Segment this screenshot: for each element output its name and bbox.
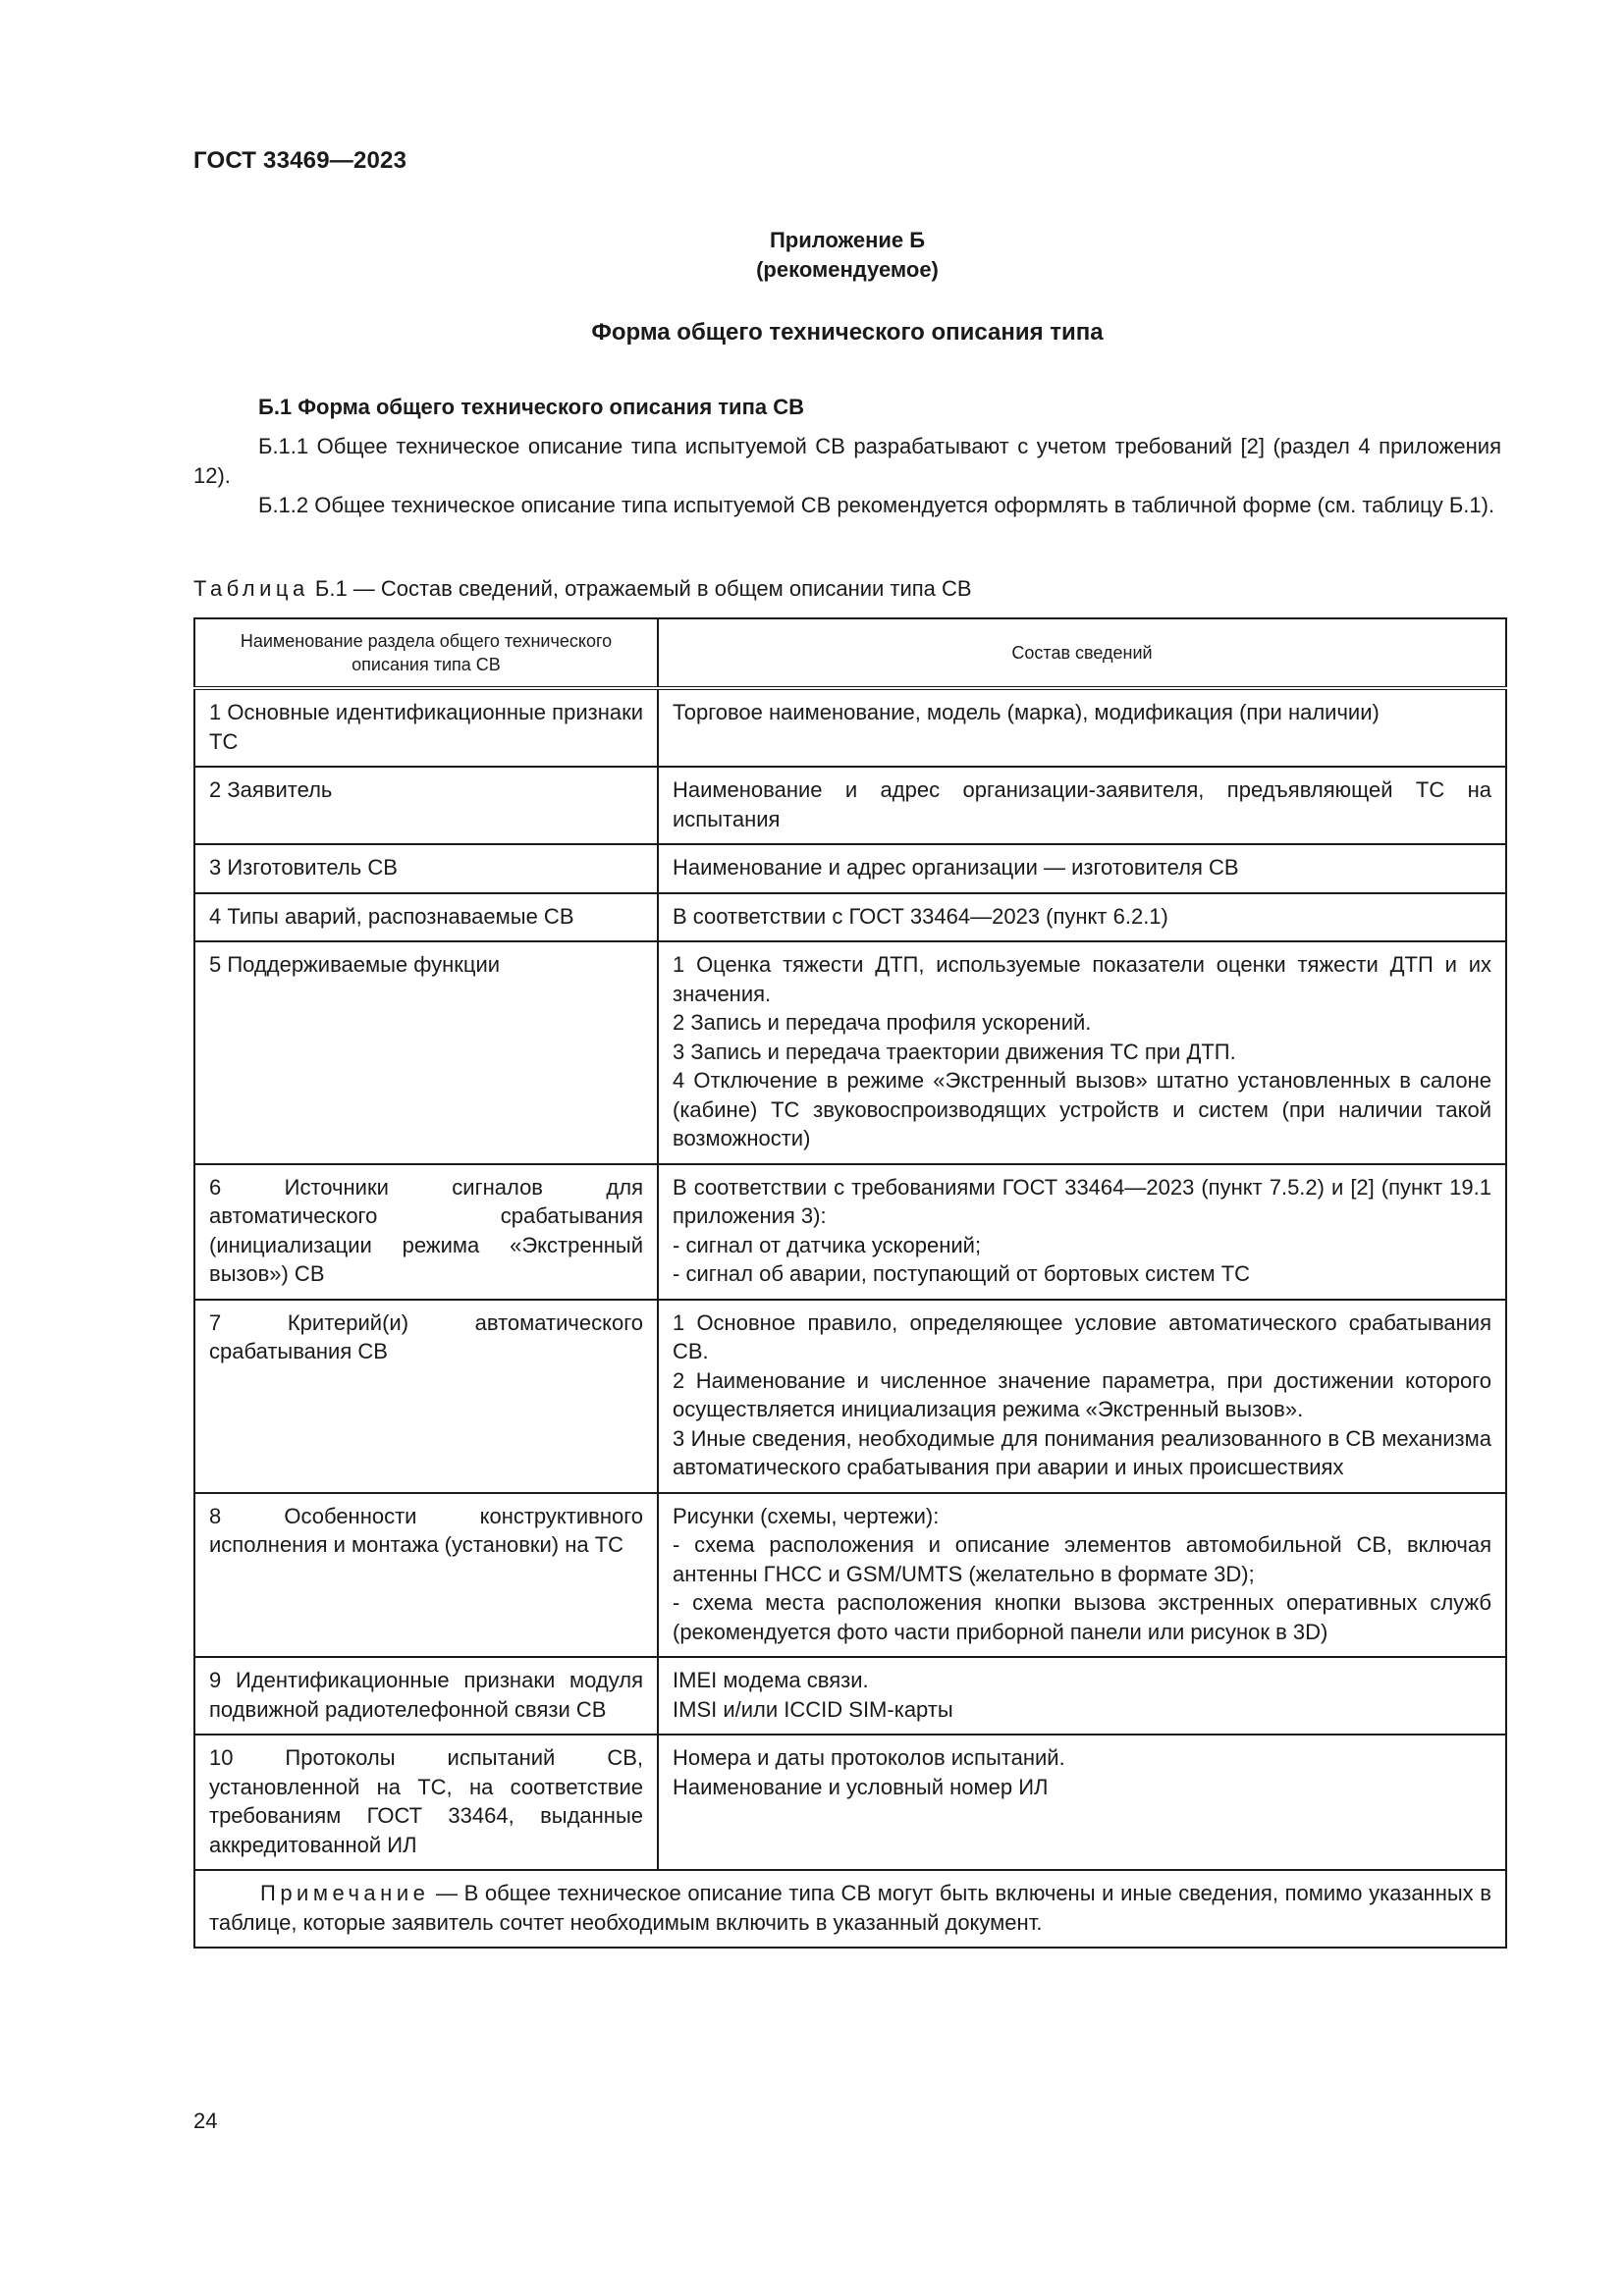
table-body: [194, 688, 1506, 1870]
row-section-name: 6 Источники сигналов для автоматического срабатывания (инициализации режима «Экстренный вызов») СВ: [194, 1164, 658, 1300]
table-row: [194, 1493, 1506, 1658]
row-info-line: Рисунки (схемы, чертежи):: [673, 1503, 940, 1528]
row-info: [658, 844, 1506, 893]
row-info-line: - сигнал от датчика ускорений;: [673, 1232, 982, 1257]
row-info-line: 1 Основное правило, определяющее условие автоматического срабатывания СВ.: [673, 1309, 1491, 1363]
standard-designation: ГОСТ 33469—2023: [193, 147, 407, 174]
row-info: [658, 767, 1506, 844]
row-info: [658, 941, 1506, 1164]
table-row: [194, 893, 1506, 942]
row-info-line: Торговое наименование, модель (марка), модификация (при наличии): [673, 700, 1380, 724]
row-info: [658, 893, 1506, 942]
row-info-line: Наименование и адрес организации — изготовителя СВ: [673, 855, 1239, 880]
row-info-line: Номера и даты протоколов испытаний.: [673, 1745, 1065, 1770]
row-info: [658, 1735, 1506, 1870]
table-row: [194, 688, 1506, 767]
table-row: [194, 844, 1506, 893]
row-section-name: 2 Заявитель: [194, 767, 658, 844]
row-info-line: В соответствии с ГОСТ 33464—2023 (пункт 6.2.1): [673, 903, 1168, 929]
header-section-name: Наименование раздела общего технического описания типа СВ: [194, 618, 658, 688]
row-info-line: 2 Наименование и численное значение параметра, при достижении которого осуществляется инициализация режима «Экстренный вызов».: [673, 1367, 1491, 1421]
row-info: [658, 688, 1506, 767]
row-info: [658, 1300, 1506, 1493]
table-caption: [193, 576, 972, 602]
row-section-name: 5 Поддерживаемые функции: [194, 941, 658, 1164]
table-row: [194, 1657, 1506, 1735]
row-info-line: IMEI модема связи.: [673, 1668, 869, 1692]
row-info: [658, 1164, 1506, 1300]
row-section-name: 4 Типы аварий, распознаваемые СВ: [194, 893, 658, 942]
row-info-line: 4 Отключение в режиме «Экстренный вызов» штатно установленных в салоне (кабине) ТС звуковоспроизводящих устройств и систем (при наличии такой возможности): [673, 1068, 1491, 1150]
row-info-line: 3 Иные сведения, необходимые для понимания реализованного в СВ механизма автоматического срабатывания при аварии и иных происшествиях: [673, 1425, 1491, 1479]
table-caption-text: Б.1 — Состав сведений, отражаемый в общем описании типа СВ: [314, 576, 972, 601]
row-info-line: 2 Запись и передача профиля ускорений.: [673, 1010, 1092, 1035]
header-info: Состав сведений: [658, 618, 1506, 688]
info-table: [193, 617, 1507, 1949]
row-info-line: Наименование и адрес организации-заявителя, предъявляющей ТС на испытания: [673, 777, 1491, 831]
row-section-name: 10 Протоколы испытаний СВ, установленной на ТС, на соответствие требованиям ГОСТ 33464, выданные аккредитованной ИЛ: [194, 1735, 658, 1870]
table-row: [194, 1164, 1506, 1300]
appendix-title: Приложение Б: [769, 228, 926, 252]
note-label: Примечание: [260, 1881, 430, 1905]
row-info-line: IMSI и/или ICCID SIM-карты: [673, 1696, 953, 1722]
table-row: [194, 1735, 1506, 1870]
appendix-heading: Форма общего технического описания типа: [591, 319, 1104, 346]
paragraph-b1-1: Б.1.1 Общее техническое описание типа испытуемой СВ разрабатывают с учетом требований [2] (раздел 4 приложения 12).: [193, 434, 1501, 488]
row-info: [658, 1493, 1506, 1658]
row-section-name: 3 Изготовитель СВ: [194, 844, 658, 893]
page-number: 24: [193, 2109, 218, 2133]
table-row: [194, 1300, 1506, 1493]
row-section-name: 7 Критерий(и) автоматического срабатывания СВ: [194, 1300, 658, 1493]
row-info-line: - сигнал об аварии, поступающий от бортовых систем ТС: [673, 1261, 1251, 1286]
table-caption-label: Таблица: [193, 576, 309, 601]
row-info: [658, 1657, 1506, 1735]
note-text: — В общее техническое описание типа СВ могут быть включены и иные сведения, помимо указанных в таблице, которые заявитель сочтет необходимым включить в указанный документ.: [209, 1881, 1491, 1935]
row-info-line: В соответствии с требованиями ГОСТ 33464—2023 (пункт 7.5.2) и [2] (пункт 19.1 приложения 3):: [673, 1174, 1491, 1228]
row-section-name: 1 Основные идентификационные признаки ТС: [194, 688, 658, 767]
table-note: [194, 1870, 1506, 1948]
table-row: [194, 941, 1506, 1164]
section-title: Б.1 Форма общего технического описания типа СВ: [258, 395, 804, 419]
table-header-row: [194, 618, 1506, 688]
row-section-name: 9 Идентификационные признаки модуля подвижной радиотелефонной связи СВ: [194, 1657, 658, 1735]
row-info-line: Наименование и условный номер ИЛ: [673, 1774, 1049, 1799]
row-info-line: 3 Запись и передача траектории движения ТС при ДТП.: [673, 1039, 1236, 1064]
table-row: [194, 767, 1506, 844]
appendix-status: (рекомендуемое): [756, 257, 939, 282]
row-info-line: 1 Оценка тяжести ДТП, используемые показатели оценки тяжести ДТП и их значения.: [673, 952, 1491, 1006]
row-info-line: - схема расположения и описание элементов автомобильной СВ, включая антенны ГНСС и GSM/UMTS (желательно в формате 3D);: [673, 1532, 1491, 1586]
row-section-name: 8 Особенности конструктивного исполнения и монтажа (установки) на ТС: [194, 1493, 658, 1658]
row-info-line: - схема места расположения кнопки вызова экстренных оперативных служб (рекомендуется фото части приборной панели или рисунок в 3D): [673, 1590, 1491, 1644]
table-note-row: [194, 1870, 1506, 1948]
paragraph-b1-2: Б.1.2 Общее техническое описание типа испытуемой СВ рекомендуется оформлять в табличной форме (см. таблицу Б.1).: [258, 493, 1495, 517]
